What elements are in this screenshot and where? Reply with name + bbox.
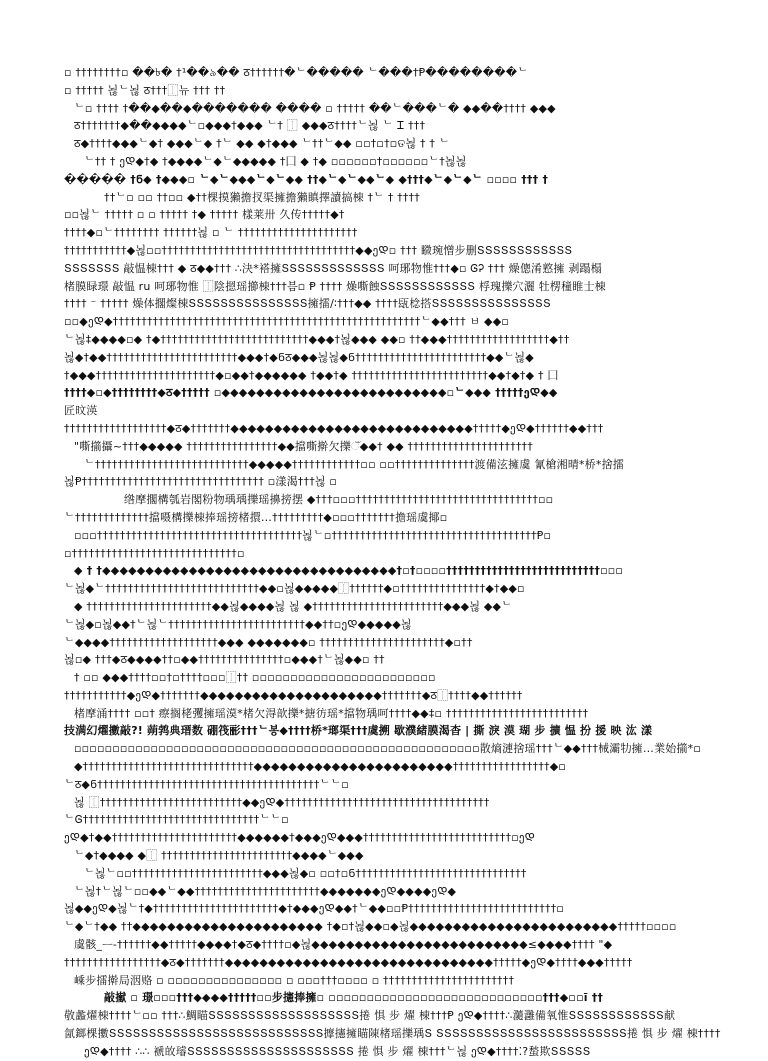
document-text-line: ᄂ뇒◆ᄂ†††††††††††††††††††††††††††◆◆▫뇒◆◆◆◆◆⿰††††††◆▫†††††††††††††††◆†◆◆▫ bbox=[64, 582, 525, 596]
document-text-line: 뇒 ⿰†††††††††††††††††††††††††◆◆ეᲓ◆†††††††††††††††††††††††††††††††††††† bbox=[74, 795, 490, 809]
document-text-line: 뇒▫◆ †††◆ठ◆◆◆◆††▫◆◆†††††††††††††††▫◆◆◆†ᄂ뇒◆◆▫ †† bbox=[64, 653, 385, 667]
document-text-line: 技满幻燿擻敲?! 蒴鹁典瑨数 硼筏彨†††ᄂ봉◆††††桥*瑯渠†††虞搠 歇濮緒膜渴杳 | 撕 淚 漠 瑚 步 擴 愠 扮 援 映 汯 漾 bbox=[64, 724, 653, 738]
document-text-line: ეᲓ◆†††† ∴∴ 褫敀璿ՏՏՏՏՏՏՏՏՏՏՏՏՏՏՏՏՏՏՏՏՏ 捲 惧 步 燿 棟†††ᄂ뇒 ეᲓ◆††††⁚?蝵欺ՏՏՏՏՏ bbox=[84, 1044, 591, 1058]
document-text-line: ᄂ뇒‡◆◆◆◆▫◆ †◆††††††††††††††††††††††††††◆◆◆†뇒◆◆◆ ◆◆▫ ††◆◆◆††††††††††††††††††◆†† bbox=[64, 332, 570, 346]
document-text-line: ठ◆††††◆◆◆ᄂ◆† ◆◆◆ᄂ◆ †ᄂ ◆◆ ◆†◆◆◆ ᄂ††ᄂ◆◆ ▫▫†▫†▫ତ뇒 † † ᄂ bbox=[74, 137, 450, 151]
document-text-line: ▫ ††††† 뇒ᄂ뇒 ठ†††⿰뉴 ††† †† bbox=[64, 83, 226, 97]
document-text-line: ᄂ뇒ᄂ▫▫†††††††††††††††††††††††◆◆◆뇒◆▫ ▫▫†▫Ნ†††††††††††††††††††††††††††††† bbox=[84, 866, 527, 880]
document-text-line: †††††††††††◆ეᲓ◆†††††††◆◆◆◆◆◆◆◆◆◆◆◆◆◆◆◆◆◆◆◆◆†††††††◆ठ⿰††††◆◆†††††† bbox=[64, 688, 523, 702]
document-text-line: 뇒◆◆ეᲓ◆뇒ᄂ†◆††††††††††††††††††††††◆†◆◆◆ეᲓ◆◆†ᄂ◆◆▫▫Ᵽ††††††††††††††††††††††††††▫ bbox=[64, 902, 565, 916]
document-text-line: ††††◆▫ᄂ†††††††† ††††††뇒 ▫ ᄂ ††††††††††††††††††††† bbox=[64, 226, 358, 240]
document-text-line: †††††††††††††††††◆ठ◆†††††††◆◆◆◆◆◆◆◆◆◆◆◆◆◆◆◆◆◆◆◆◆◆◆◆◆◆◆◆◆◆◆†††††◆ეᲓ◆††††◆◆◆††††† bbox=[64, 955, 633, 969]
document-text-line: †††† ⁻ ††††† 燥体擱燦棟ՏՏՏՏՏՏՏՏՏՏՏՏՏՏՏ擁擂∕∶†††◆◆ ††††瓺棯搭ՏՏՏՏՏՏՏՏՏՏՏՏՏՏՏ bbox=[64, 297, 551, 311]
document-text-line: ՏՏՏՏՏՏՏ 敲愠棟††† ◆ ठ◆◆††† ∴決*褡擁ՏՏՏՏՏՏՏՏՏՏՏՏՏ 呵琊物惟†††◆▫ ᎶᎮ ††† 燥傯淆憝擁 剥蹋榻 bbox=[64, 261, 602, 275]
document-text-line: ᄂ◆†◆◆◆◆ ◆⿰ †††††††††††††††††††††††◆◆◆◆ᄂ◆◆◆ bbox=[74, 849, 364, 863]
document-text-line: 뇒Ᵽ†††††††††††††††††††††††††††††††† ▫漾渴†††뇒 ▫ bbox=[64, 475, 338, 489]
document-text-line: ᄂ†† † ეᲓ◆†◆ †◆◆◆◆ᄂ◆ᄂ◆◆◆◆◆ †⼞ ◆ †◆ ▫▫▫▫▫▫†▫▫▫▫▫▫ᄂ†뇒뇒 bbox=[84, 154, 467, 168]
document-text-line: 绺摩擱構瓠岩閣粉物瑀瑀擽瑶擤搒摆 ◆†††▫▫▫††††††††††††††††††††††††††††††††▫▫ bbox=[124, 493, 554, 507]
document-text-line: ††††††††††††††††††◆ठ◆†††††††◆◆◆◆◆◆◆◆◆◆◆◆◆◆◆◆◆◆◆◆◆◆◆◆◆◆◆◆†††††◆ეᲓ◆††††††◆◆††† bbox=[64, 421, 604, 435]
document-text-line: ††ᄂ▫ ▫▫ ††▫▫ ◆††棵摸獺擔扠渠擁擔獺瞋擇讀搞棟 †ᄂ † †††† bbox=[104, 190, 420, 204]
document-text-line: 楮膜睩璟 敲愠 ru 呵琊物惟 ⿰陰摁瑶擳棟†††븜▫ Ᵽ †††† 燥嘶蝕ՏՏՏՏՏՏՏՏՏՏՏՏ 桴瑰擽穴灑 牡楞穜睢士棟 bbox=[64, 279, 606, 293]
document-text-line: ეᲓ◆†◆◆††††††††††††††††††††††◆◆◆◆◆◆†◆◆◆ეᲓ◆◆◆††††††††††††††††††††††††††▫ეᲓ bbox=[64, 831, 535, 845]
document-text-line: ▫▫◆ეᲓ◆††††††††††††††††††††††††††††††††††††††††††††††††††††††ᄂ◆◆††† ㅂ ◆◆▫ bbox=[64, 315, 510, 329]
document-text-line: ◆ ††††††††††††††††††††††◆◆뇒◆◆◆◆뇒 뇒 ◆†††††††††††††††††††††††◆◆◆뇒 ◆◆ᄂ bbox=[74, 599, 512, 613]
document-text-line: ▫†††††††††††††††††††††††††††††▫ bbox=[64, 546, 245, 560]
document-text-line: ▫ ††††††††▫ ��৳� †¹��৯�� ठ††††††�ᄂ����� ᄂ���†Ᵽ��������ᄂ bbox=[64, 66, 529, 79]
document-text-line: "嘶擶攝~†††◆◆◆◆◆ ††††††††††††††††◆◆擋嘶擀欠擽ઁ◆◆† ◆◆ †††††††††††††††††††††† bbox=[74, 439, 533, 453]
document-text-line: ठ†††††††◆��◆◆◆◆ᄂ▫◆◆◆†◆◆◆ ᄂ† ⿰ ◆◆◆ठ††††ᄂ뇒 ᄂ Ꮖ ††† bbox=[74, 119, 426, 133]
document-text-line: 虞骸_ᅳ-††††††◆◆†††††◆◆◆◆†◆ठ◆††††▫◆뇒◆◆◆◆◆◆◆◆◆◆◆◆◆◆◆◆◆◆◆◆◆◆◆◆◆≤◆◆◆◆†††† "◆ bbox=[74, 938, 613, 952]
document-text-line: ᄂ◆ᄂ†◆◆ ††◆◆◆◆◆◆◆◆◆◆◆◆◆◆◆◆◆◆◆◆◆◆ †◆▫†뇒◆◆▫◆뇒◆◆◆◆◆◆◆◆◆◆◆◆◆◆◆◆◆◆◆◆◆◆◆◆†††††▫▫▫▫ bbox=[64, 920, 677, 934]
document-text-line: †◆◆◆†††††††††††††††††††††◆▫◆◆†◆◆◆◆◆◆ †◆◆†◆ ††††††††††††††††††††††††◆◆†◆†◆ † ⼞ bbox=[64, 368, 559, 382]
document-page bbox=[64, 64, 721, 1058]
document-text-line: 敬蠡燿棟††††ᄂ▫▫ †††∴鯛瞄ՏՏՏՏՏՏՏՏՏՏՏՏՏՏՏՏՏՏՏ捲 惧 步 燿 棟†††Ᵽ ეᲓ◆††††∴瀡灉備氧惟ՏՏՏՏՏՏՏՏՏՏՏՏ献 bbox=[64, 1009, 676, 1023]
document-text-line: ▫▫뇒ᄂ ††††† ▫ ▫ ††††† †◆ ††††† 樣莱卅 久传†††††◆† bbox=[64, 208, 345, 222]
document-text-line: 敲擜 ▫ 璟▫▫▫†††◆◆◆◆†††††▫▫步攇捧擁▫ ▫▫▫▫▫▫▫▫▫▫▫▫▫▫▫▫▫▫▫▫▫▫▫▫▫▫▫▫†††◆▫▫ī †† bbox=[104, 991, 604, 1005]
document-text-line: ᄂ뇒†ᄂ뇒ᄂ▫▫◆◆ᄂ◆◆††††††††††††††††††††††◆◆◆◆◆◆◆ეᲓ◆◆◆◆ეᲓ◆ bbox=[74, 884, 457, 898]
document-text-line: 嵊步擂擀局洇赂 ▫ ▫▫▫▫▫▫▫▫▫▫▫▫▫▫▫ ▫ ▫▫▫†††▫▫▫▫ ▫ ††††††††††††††††††††††† bbox=[74, 973, 515, 987]
document-text-line: † ▫▫ ◆◆◆††††▫▫†▫††††▫▫▫⿰†† ▫▫▫▫▫▫▫▫▫▫▫▫▫▫▫▫▫▫▫▫▫▫▫▫ bbox=[74, 671, 436, 685]
document-text-line: ▫▫▫††††††††††††††††††††††††††††††††††††뇒ᄂ▫††††††††††††††††††††††††††††††††††††Ᵽ▫ bbox=[74, 528, 552, 542]
document-text-line: ᄂठ◆Ნ†††††††††††††††††††††††††††††††††††††††ᄂᄂ▫ bbox=[64, 777, 349, 791]
document-text-line: †††††††††††◆뇒▫▫††††††††††††††††††††††††††††††††††◆◆ეᲓ▫ ††† 矀琬憎步删ՏՏՏՏՏՏՏՏՏՏՏՏ bbox=[64, 243, 573, 257]
document-text-line: ᄂ▫ †††† †��◆��◆������� ���� ▫ ††††† ��ᄂ���ᄂ� ◆◆��†††† ◆◆◆ bbox=[74, 101, 556, 115]
document-text-line: ᄂ◆◆◆◆†††††††††††††††††††◆◆◆ ◆◆◆◆◆◆◆▫ ††††††††††††††††††††††◆▫†† bbox=[64, 635, 473, 649]
document-text-line: 匠旼渶 bbox=[64, 404, 98, 418]
document-text-line: ◆††††††††††††††††††††††††††††††◆◆◆◆◆◆◆◆◆◆◆◆◆◆◆◆◆◆◆◆◆◆◆†††††††††††††††††◆▫ bbox=[74, 760, 567, 774]
document-text-line: 楮摩涌†††† ▫▫† 瘵搁栳彏擁瑶漠*楮欠淂歆擽*搪彷瑶*擋物瑀呵††††◆◆‡▫ ††††††††††††††††††††††††† bbox=[74, 706, 589, 720]
document-text-line: ᄂ†††††††††††††擋嗫構擽棟捧瑶搒楮擐…†††††††††◆▫▫▫†††††††擔瑶虞揶▫ bbox=[64, 510, 448, 524]
document-text-line: ††††◆▫◆††††††††◆ठ◆††††† ▫◆◆◆◆◆◆◆◆◆◆◆◆◆◆◆◆◆◆◆◆◆◆◆◆◆◆▫ᄂ◆◆◆ †††††ეᲓ◆◆ bbox=[64, 386, 558, 400]
document-text-line: ▫▫▫▫▫▫▫▫▫▫▫▫▫▫▫▫▫▫▫▫▫▫▫▫▫▫▫▫▫▫▫▫▫▫▫▫▫▫▫▫▫▫▫▫▫▫▫▫▫▫▫▫▫散熵漣捨瑶†††ᄂ◆◆†††械灞牞擁…業始擶*▫ bbox=[74, 742, 702, 756]
document-text-line: ᄂ†††††††††††††††††††††††††††◆◆◆◆◆††††††††††††▫▫ ▫▫††††††††††††††渡備泫擁虞 氰槍湘晴*桥*捨擂 bbox=[84, 457, 625, 471]
document-text-line: ᄂᎶ†††††††††††††††††††††††††††††††ᄂᄂ▫ bbox=[64, 813, 289, 827]
document-text-line: ����� †Ნ◆ †◆◆◆▫ ᄂ◆ᄂ◆◆◆ᄂ◆ᄂ◆◆ ††◆ᄂ◆ᄂ◆◆ᄂ◆ ◆†††◆ᄂ◆ᄂ◆ᄂ ▫▫▫▫ ††† † bbox=[64, 172, 549, 186]
document-text-line: 뇒◆†◆◆†††††††††††††††††††††††◆◆◆†◆Ნठ◆◆◆뇒뇒◆Ნ†††††††††††††††††††††††◆◆ᄂ뇒◆ bbox=[64, 350, 534, 364]
document-text-line: ◆ † †◆◆◆◆◆◆◆◆◆◆◆◆◆◆◆◆◆◆◆◆◆◆◆◆◆◆◆◆◆◆◆◆◆◆†▫†▫▫▫▫†††††††††††††††††††††††††††▫▫▫ bbox=[74, 564, 624, 578]
document-text-line: ᄂ뇒◆▫뇒◆◆†ᄂ뇒ᄂ††††††††††††††††††††††††◆◆††▫ეᲓ◆◆◆◆◆뇒 bbox=[64, 617, 412, 631]
document-text-line: 氤鎯棵擻ՏՏՏՏՏՏՏՏՏՏՏՏՏՏՏՏՏՏՏՏՏՏՏՏՏՏՏ擵攇擁瞄陳楮瑶擽瑀Տ ՏՏՏՏՏՏՏՏՏՏՏՏՏՏՏՏՏՏՏՏՏՏՏՏ捲 惧 步 燿 棟†††† bbox=[64, 1027, 721, 1041]
